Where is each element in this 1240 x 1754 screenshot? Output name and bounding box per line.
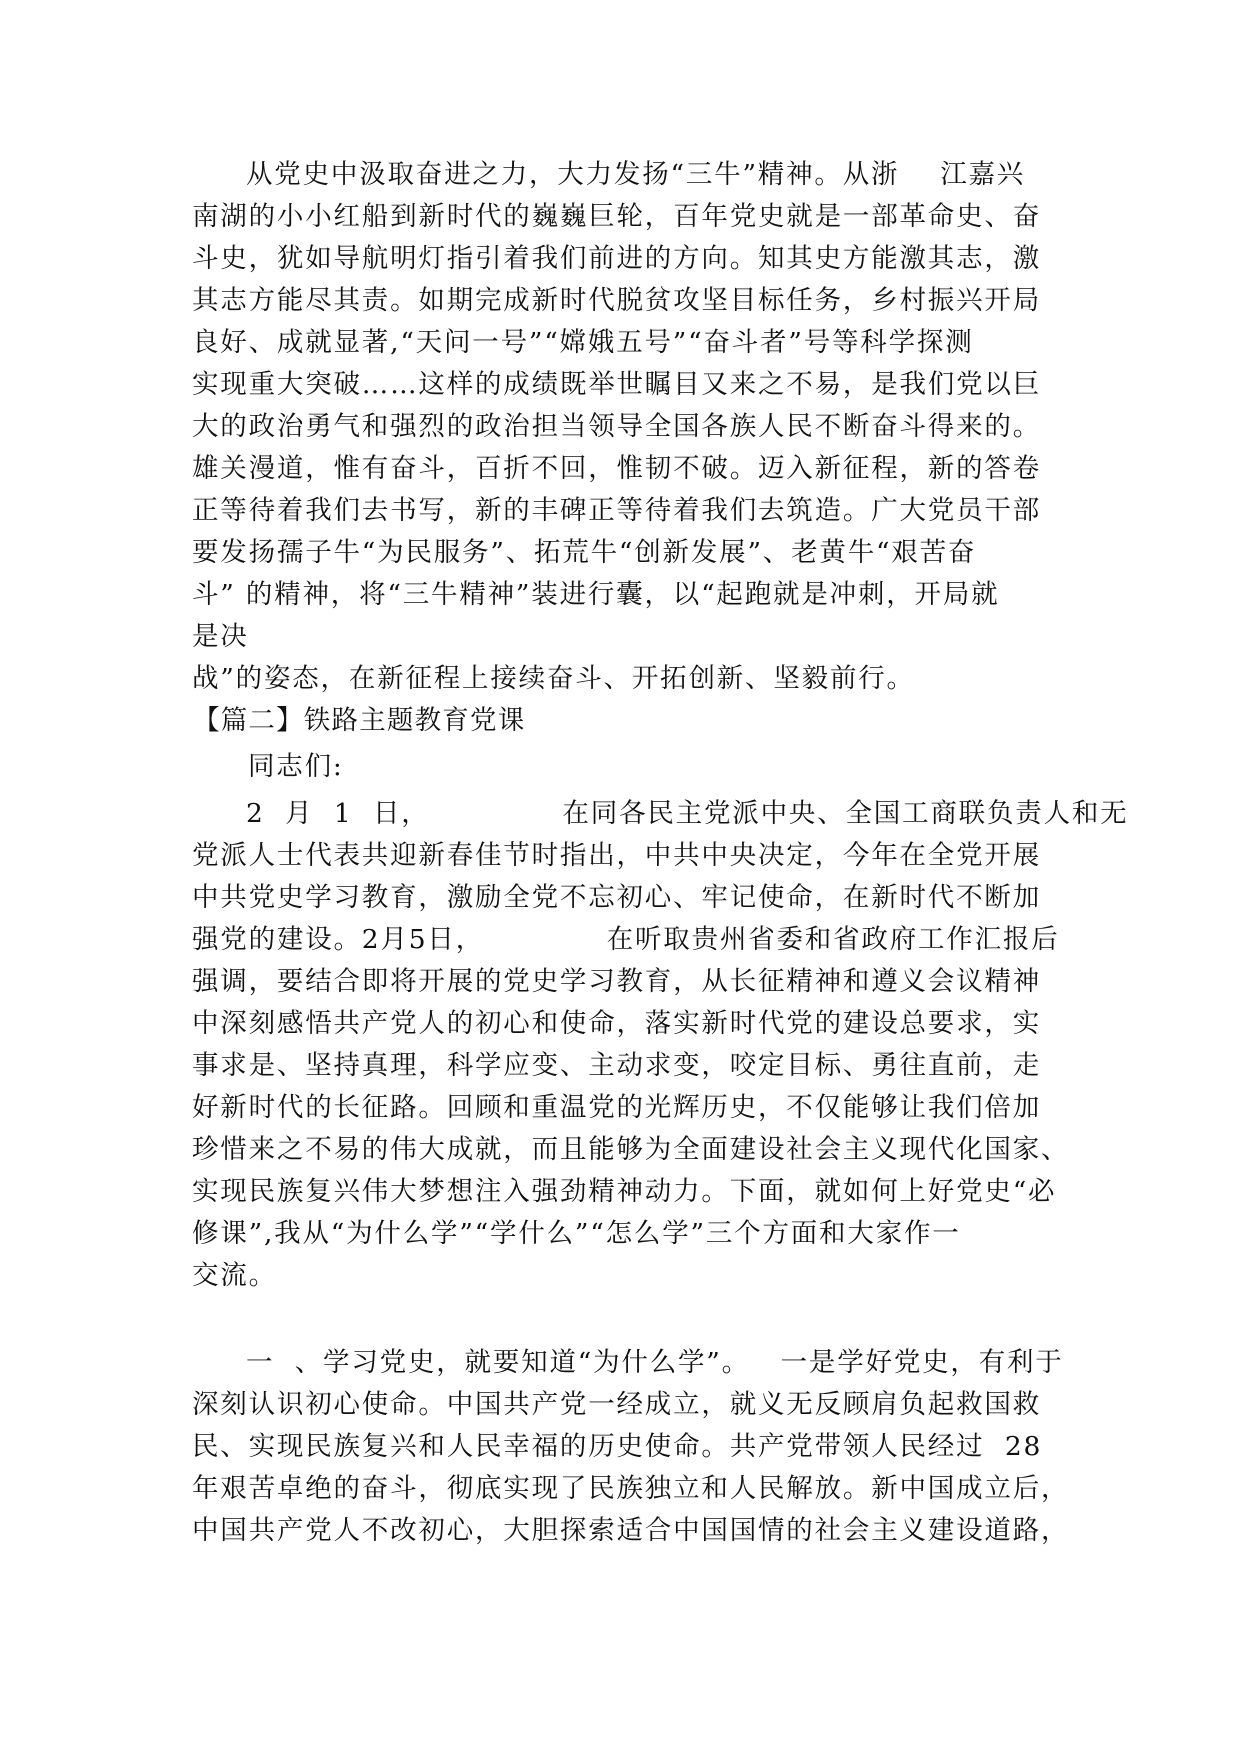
paragraph-2-line-10: 实现民族复兴伟大梦想注入强劲精神动力。下面，就如何上好党史“必 bbox=[192, 1176, 1057, 1207]
paragraph-1-line-2: 南湖的小小红船到新时代的巍巍巨轮，百年党史就是一部革命史、奋 bbox=[192, 201, 1041, 232]
paragraph-3-line-2: 深刻认识初心使命。中国共产党一经成立，就义无反顾肩负起救国救 bbox=[192, 1389, 1041, 1420]
paragraph-2-line-8: 好新时代的长征路。回顾和重温党的光辉历史，不仅能够让我们倍加 bbox=[192, 1092, 1041, 1123]
paragraph-1-line-3: 斗史，犹如导航明灯指引着我们前进的方向。知其史方能激其志，激 bbox=[192, 243, 1041, 274]
paragraph-1-line-13: 战”的姿态，在新征程上接续奋斗、开拓创新、坚毅前行。 bbox=[192, 663, 915, 694]
paragraph-1-line-11: 斗” 的精神，将“三牛精神”装进行囊，以“起跑就是冲刺，开局就 bbox=[192, 579, 1000, 610]
paragraph-2-line-11: 修课”,我从“为什么学”“学什么”“怎么学”三个方面和大家作一 bbox=[192, 1218, 961, 1249]
salutation: 同志们: bbox=[248, 751, 344, 782]
paragraph-1-line-9: 正等待着我们去书写，新的丰碑正等待着我们去筑造。广大党员干部 bbox=[192, 495, 1041, 526]
paragraph-3-line-5: 中国共产党人不改初心，大胆探索适合中国国情的社会主义建设道路， bbox=[192, 1515, 1070, 1546]
paragraph-1-line-7: 大的政治勇气和强烈的政治担当领导全国各族人民不断奋斗得来的。 bbox=[192, 411, 1041, 442]
paragraph-1-line-5: 良好、成就显著,“天问一号”“嫦娥五号”“奋斗者”号等科学探测 bbox=[192, 327, 974, 358]
paragraph-2-line-3: 中共党史学习教育，激励全党不忘初心、牢记使命，在新时代不断加 bbox=[192, 882, 1041, 913]
paragraph-2-line-12: 交流。 bbox=[192, 1260, 277, 1291]
paragraph-2-line-6: 中深刻感悟共产党人的初心和使命，落实新时代党的建设总要求，实 bbox=[192, 1008, 1041, 1039]
paragraph-2-line-5: 强调，要结合即将开展的党史学习教育，从长征精神和遵义会议精神 bbox=[192, 966, 1041, 997]
paragraph-1-line-4: 其志方能尽其责。如期完成新时代脱贫攻坚目标任务，乡村振兴开局 bbox=[192, 285, 1041, 316]
paragraph-1-line-6: 实现重大突破……这样的成绩既举世瞩目又来之不易，是我们党以巨 bbox=[192, 369, 1041, 400]
paragraph-1-line-10: 要发扬孺子牛“为民服务”、拓荒牛“创新发展”、老黄牛“艰苦奋 bbox=[192, 537, 977, 568]
paragraph-2-line-7: 事求是、坚持真理，科学应变、主动求变，咬定目标、勇往直前，走 bbox=[192, 1050, 1041, 1081]
paragraph-1-line-12: 是决 bbox=[192, 621, 249, 652]
paragraph-3-line-4: 年艰苦卓绝的奋斗，彻底实现了民族独立和人民解放。新中国成立后， bbox=[192, 1473, 1070, 1504]
paragraph-1-line-1: 从党史中汲取奋进之力，大力发扬“三牛”精神。从浙 江嘉兴 bbox=[246, 159, 1026, 190]
section-heading: 【篇二】铁路主题教育党课 bbox=[193, 705, 526, 736]
paragraph-2-line-9: 珍惜来之不易的伟大成就，而且能够为全面建设社会主义现代化国家、 bbox=[192, 1134, 1070, 1165]
paragraph-3-line-3: 民、实现民族复兴和人民幸福的历史使命。共产党带领人民经过 28 bbox=[192, 1431, 1043, 1462]
paragraph-3-line-1: 一 、学习党史，就要知道“为什么学”。 一是学好党史，有利于 bbox=[246, 1347, 1064, 1378]
paragraph-2-line-2: 党派人士代表共迎新春佳节时指出，中共中央决定，今年在全党开展 bbox=[192, 840, 1041, 871]
paragraph-2-line-1: 2 月 1 日， 在同各民主党派中央、全国工商联负责人和无 bbox=[246, 798, 1129, 829]
paragraph-1-line-8: 雄关漫道，惟有奋斗，百折不回，惟韧不破。迈入新征程，新的答卷 bbox=[192, 453, 1041, 484]
paragraph-2-line-4: 强党的建设。2月5日， 在听取贵州省委和省政府工作汇报后 bbox=[192, 924, 1060, 955]
